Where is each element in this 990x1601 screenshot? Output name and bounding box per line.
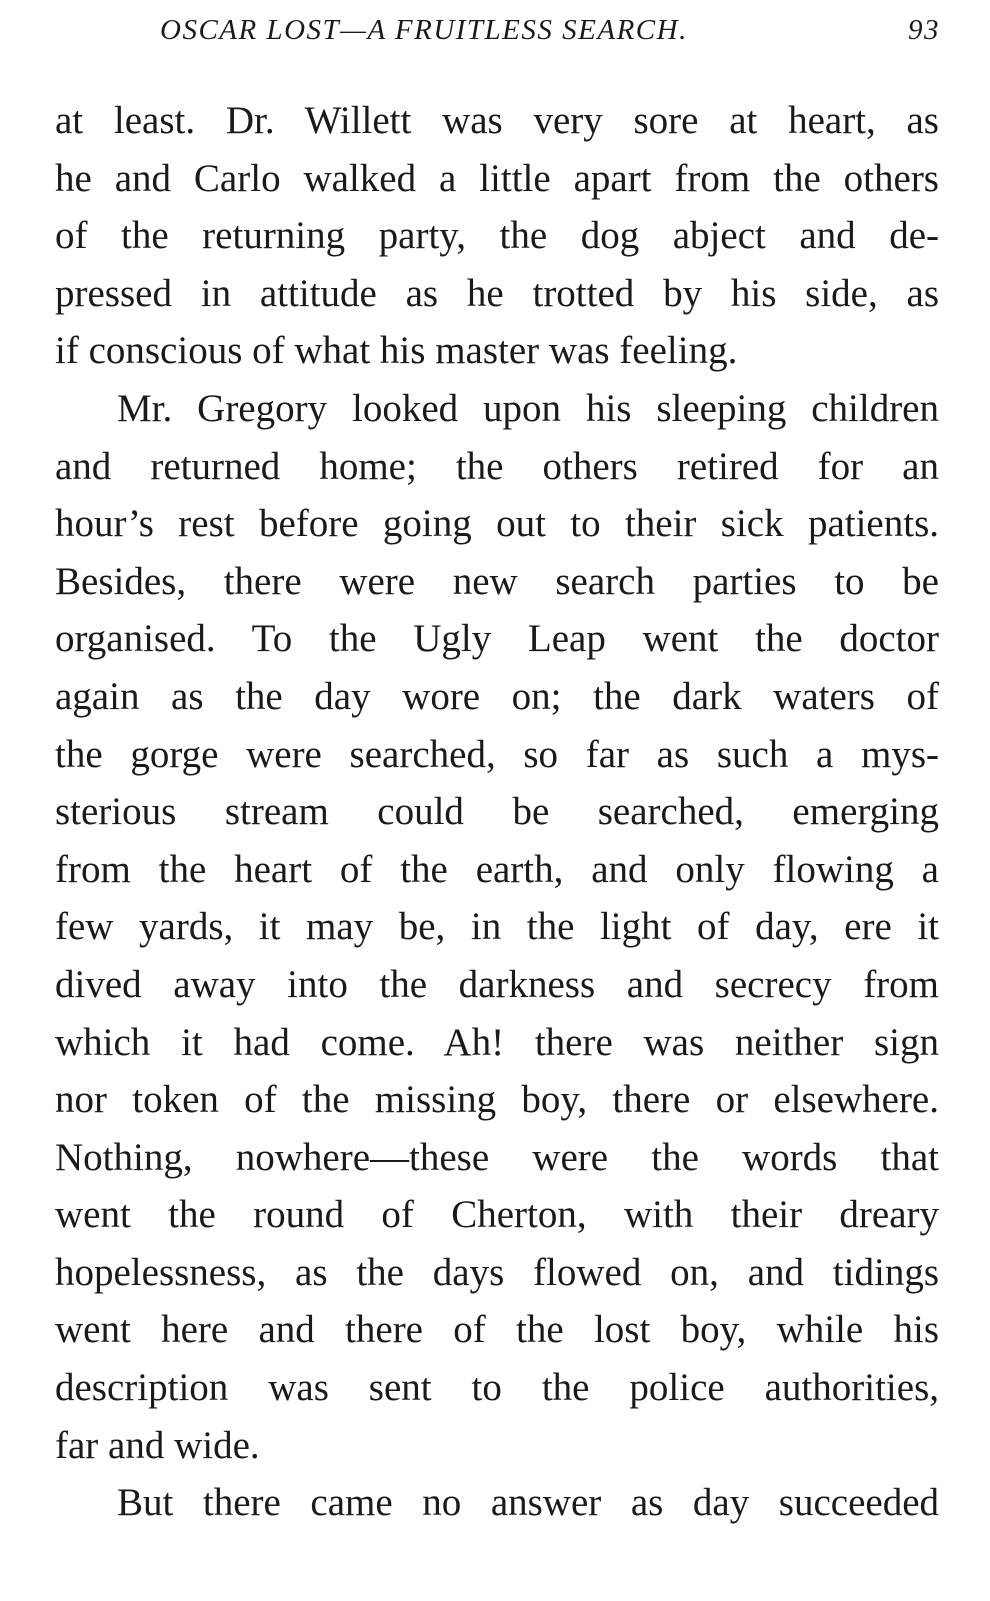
text-line: nor token of the missing boy, there or elsewhere. — [55, 1078, 939, 1122]
text-line: dived away into the darkness and secrecy from — [55, 962, 939, 1006]
text-line: But there came no answer as day succeeded — [117, 1481, 939, 1525]
text-line: again as the day wore on; the dark waters of — [55, 674, 939, 718]
page-number: 93 — [908, 14, 940, 46]
text-line: if conscious of what his master was feeling. — [55, 329, 738, 373]
text-line: of the returning party, the dog abject and de- — [55, 214, 939, 258]
text-line: which it had come. Ah! there was neither sign — [55, 1020, 939, 1064]
text-line: hopelessness, as the days flowed on, and tidings — [55, 1250, 939, 1294]
text-line: and returned home; the others retired for an — [55, 444, 939, 488]
running-head — [160, 14, 940, 58]
text-line: far and wide. — [55, 1423, 260, 1467]
text-line: Mr. Gregory looked upon his sleeping children — [117, 386, 939, 430]
text-line: organised. To the Ugly Leap went the doctor — [55, 617, 939, 661]
text-line: went the round of Cherton, with their dreary — [55, 1193, 939, 1237]
text-line: Nothing, nowhere—these were the words that — [55, 1135, 939, 1179]
text-line: sterious stream could be searched, emerging — [55, 790, 939, 834]
text-line: at least. Dr. Willett was very sore at heart, as — [55, 99, 939, 142]
running-title: OSCAR LOST—A FRUITLESS SEARCH. — [160, 14, 688, 46]
text-line: pressed in attitude as he trotted by his side, as — [55, 271, 939, 315]
text-line: went here and there of the lost boy, while his — [55, 1308, 939, 1352]
text-line: description was sent to the police authorities, — [55, 1366, 939, 1410]
text-line: he and Carlo walked a little apart from the others — [55, 156, 939, 200]
text-line: Besides, there were new search parties to be — [55, 559, 939, 603]
text-line: hour’s rest before going out to their sick patients. — [55, 502, 939, 546]
text-line: the gorge were searched, so far as such a mys- — [55, 732, 939, 776]
body-text — [55, 92, 939, 1532]
text-line: few yards, it may be, in the light of day, ere it — [55, 905, 939, 949]
text-line: from the heart of the earth, and only flowing a — [55, 847, 939, 891]
